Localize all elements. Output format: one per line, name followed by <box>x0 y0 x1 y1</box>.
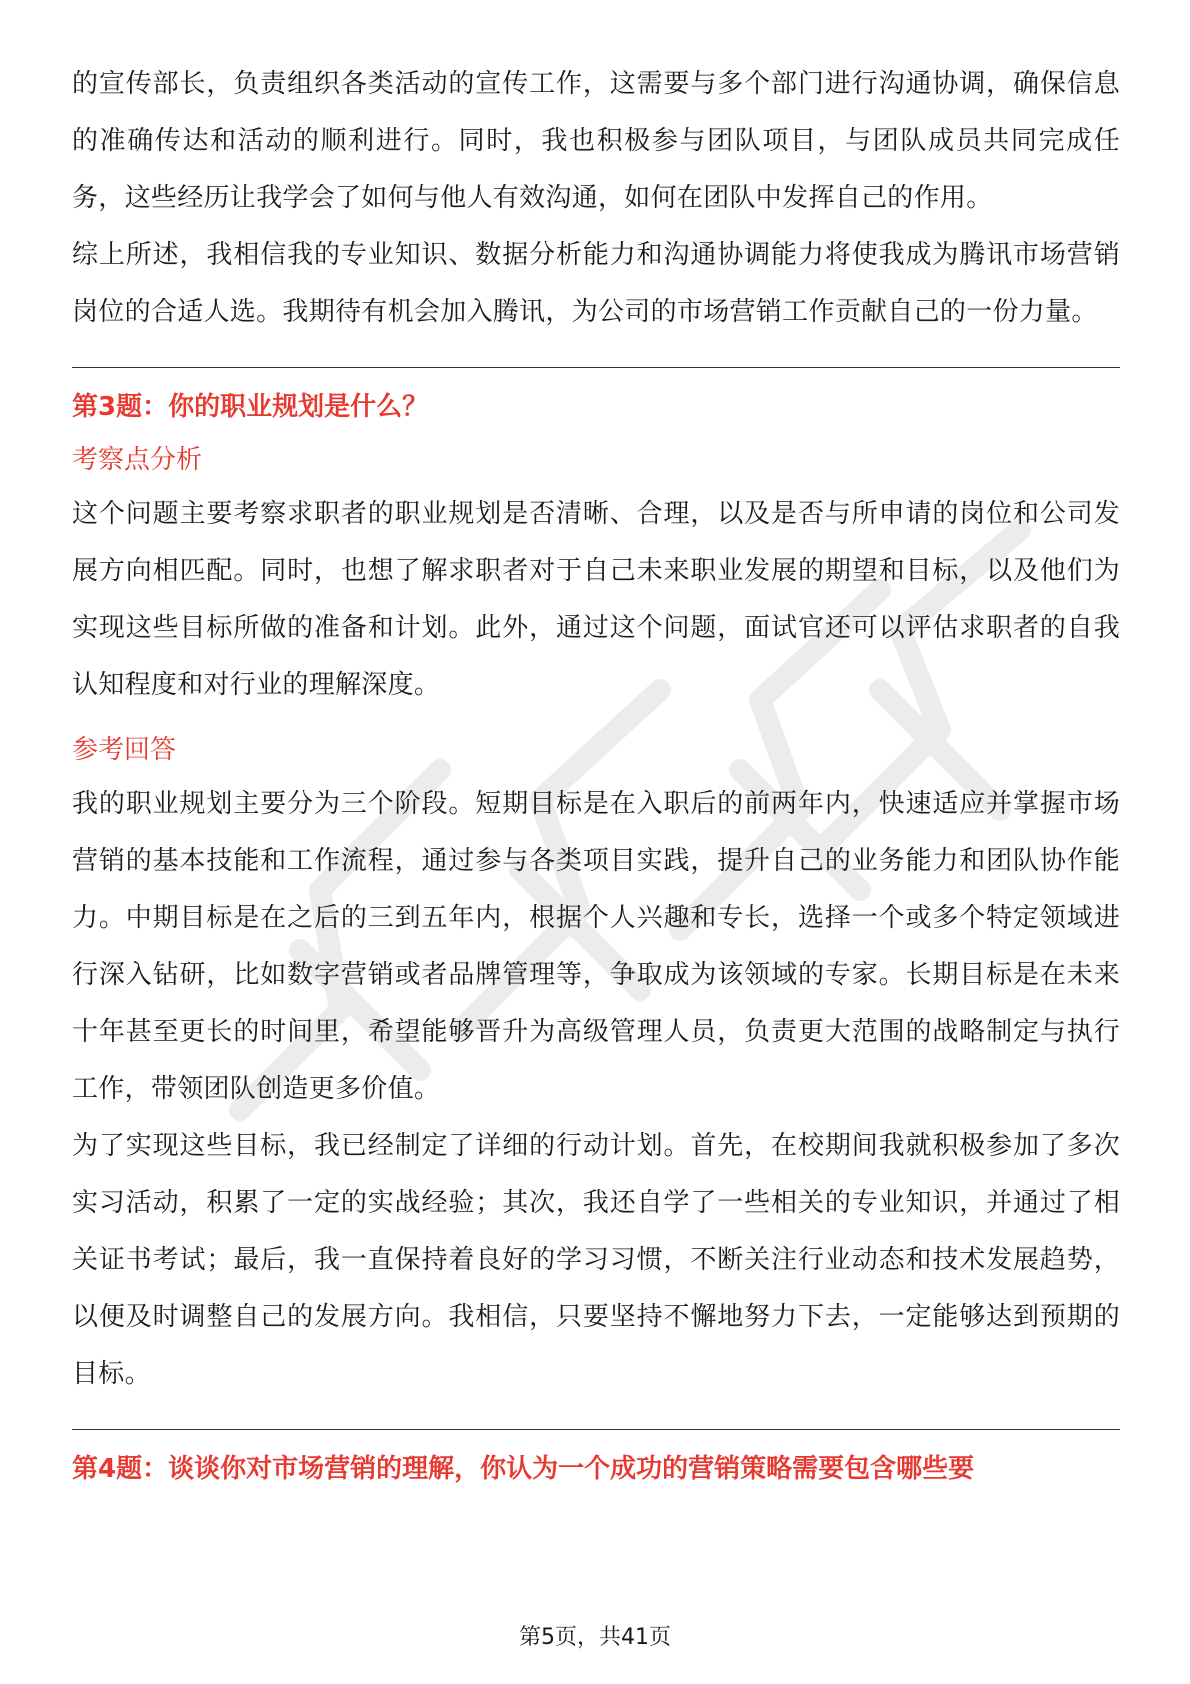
question-3-title: 第3题：你的职业规划是什么？ <box>72 392 429 422</box>
answer-paragraph-2: 为了实现这些目标，我已经制定了详细的行动计划。首先，在校期间我就积极参加了多次实习活动，积累了一定的实战经验；其次，我还自学了一些相关的专业知识，并通过了相关证书考试；最后，我一直保持着良好的学习习惯，不断关注行业动态和技术发展趋势，以便及时调整自己的发展方向。我相信，只要坚持不懈地努力下去，一定能够达到预期的目标。 <box>72 1131 1120 1389</box>
section-divider <box>72 1429 1120 1430</box>
question-4-title: 第4题：谈谈你对市场营销的理解，你认为一个成功的营销策略需要包含哪些要 <box>72 1454 975 1484</box>
answer-paragraph-1: 我的职业规划主要分为三个阶段。短期目标是在入职后的前两年内，快速适应并掌握市场营销的基本技能和工作流程，通过参与各类项目实践，提升自己的业务能力和团队协作能力。中期目标是在之后的三到五年内，根据个人兴趣和专长，选择一个或多个特定领域进行深入钻研，比如数字营销或者品牌管理等，争取成为该领域的专家。长期目标是在未来十年甚至更长的时间里，希望能够晋升为高级管理人员，负责更大范围的战略制定与执行工作，带领团队创造更多价值。 <box>72 789 1120 1104</box>
intro-paragraph-2: 综上所述，我相信我的专业知识、数据分析能力和沟通协调能力将使我成为腾讯市场营销岗位的合适人选。我期待有机会加入腾讯，为公司的市场营销工作贡献自己的一份力量。 <box>72 240 1120 327</box>
page-number: 第5页，共41页 <box>519 1625 671 1650</box>
intro-paragraph-1: 的宣传部长，负责组织各类活动的宣传工作，这需要与多个部门进行沟通协调，确保信息的准确传达和活动的顺利进行。同时，我也积极参与团队项目，与团队成员共同完成任务，这些经历让我学会了如何与他人有效沟通，如何在团队中发挥自己的作用。 <box>72 69 1120 213</box>
analysis-heading: 考察点分析 <box>72 445 203 475</box>
analysis-paragraph: 这个问题主要考察求职者的职业规划是否清晰、合理，以及是否与所申请的岗位和公司发展方向相匹配。同时，也想了解求职者对于自己未来职业发展的期望和目标，以及他们为实现这些目标所做的准备和计划。此外，通过这个问题，面试官还可以评估求职者的自我认知程度和对行业的理解深度。 <box>72 499 1120 700</box>
answer-heading: 参考回答 <box>72 735 177 765</box>
document-page <box>72 56 1120 1494</box>
section-divider <box>72 367 1120 368</box>
